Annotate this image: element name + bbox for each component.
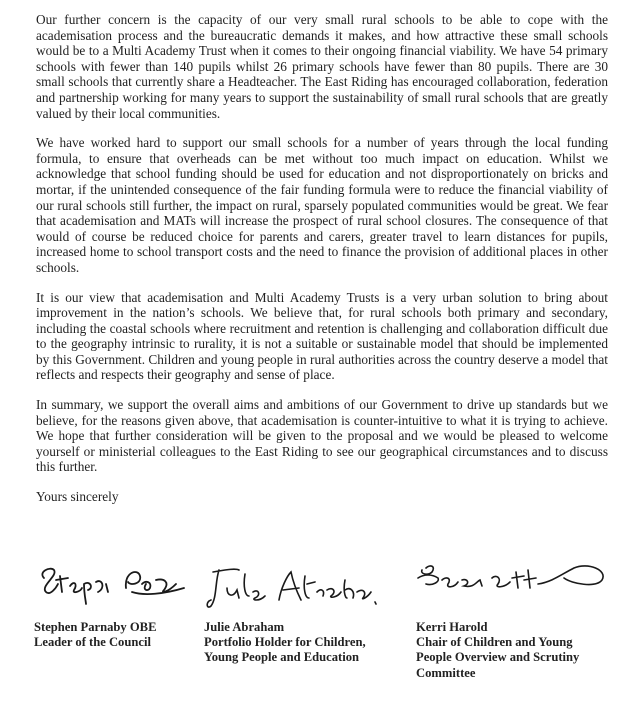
signatory-name: Kerri Harold bbox=[416, 620, 488, 634]
signatory-role-line: Chair of Children and Young bbox=[416, 635, 573, 650]
signatory-julie-abraham bbox=[204, 620, 366, 666]
signature-kerri-harold bbox=[412, 554, 612, 602]
letter-body bbox=[36, 12, 608, 505]
signatory-role-line: People Overview and Scrutiny bbox=[416, 650, 580, 665]
signature-section bbox=[0, 548, 620, 708]
closing-salutation: Yours sincerely bbox=[36, 489, 119, 505]
signatory-role-line: Young People and Education bbox=[204, 650, 360, 665]
paragraph-summary: In summary, we support the overall aims and ambitions of our Government to drive up standards but we believe, for the reasons given above, that academisation is counter-intuitive to what it is trying to achieve. We hope that further consideration will be given to the proposal and we would be pleased to welcome yourself or ministerial colleagues to the East Riding to see our geographical circumstances and to discuss this further. bbox=[36, 397, 608, 475]
paragraph-funding-formula: We have worked hard to support our small schools for a number of years through the local funding formula, to ensure that overheads can be met without too much impact on education. Whilst we acknowledge that school funding should be used for education and not disproportionately on bricks and mortar, if the unintended consequence of the fair funding formula were to reduce the financial viability of our rural schools still further, the impact on rural, sparsely populated communities would be great. We fear that academisation and MATs will increase the prospect of rural school closures. The consequence of that would of course be reduced choice for parents and carers, greater travel to learn distances for pupils, increased home to school transport costs and the need to finance the provision of additional places in other schools. bbox=[36, 135, 608, 275]
signatory-role-line: Committee bbox=[416, 665, 476, 680]
signatory-role-line: Leader of the Council bbox=[34, 635, 151, 650]
signatory-stephen-parnaby bbox=[34, 620, 156, 650]
signatory-name: Julie Abraham bbox=[204, 620, 285, 634]
signatory-kerri-harold bbox=[416, 620, 579, 681]
signatory-name: Stephen Parnaby OBE bbox=[34, 620, 157, 634]
signatory-role-line: Portfolio Holder for Children, bbox=[204, 635, 366, 650]
signature-stephen-parnaby bbox=[34, 558, 194, 606]
paragraph-urban-solution: It is our view that academisation and Multi Academy Trusts is a very urban solution to bring about improvement in the nation’s schools. We believe that, for rural schools both primary and secondary, including the coastal schools where recruitment and retention is challenging and collaboration difficult due to the geography intrinsic to rurality, it is not a suitable or sustainable model that should be implemented by this Government. Children and young people in rural authorities across the country deserve a model that reflects and respects their geography and sense of place. bbox=[36, 289, 608, 383]
signature-julie-abraham bbox=[205, 562, 385, 614]
paragraph-small-rural-schools: Our further concern is the capacity of our very small rural schools to be able to cope with the academisation process and the bureaucratic demands it makes, and how attractive these small schools would be to a Multi Academy Trust when it comes to their ongoing financial viability. We have 54 primary schools with fewer than 140 pupils whilst 26 primary schools have fewer than 80 pupils. There are 30 small schools that currently share a Headteacher. The East Riding has encouraged collaboration, federation and partnership working for many years to support the sustainability of small rural schools that are greatly valued by their local communities. bbox=[36, 12, 608, 121]
